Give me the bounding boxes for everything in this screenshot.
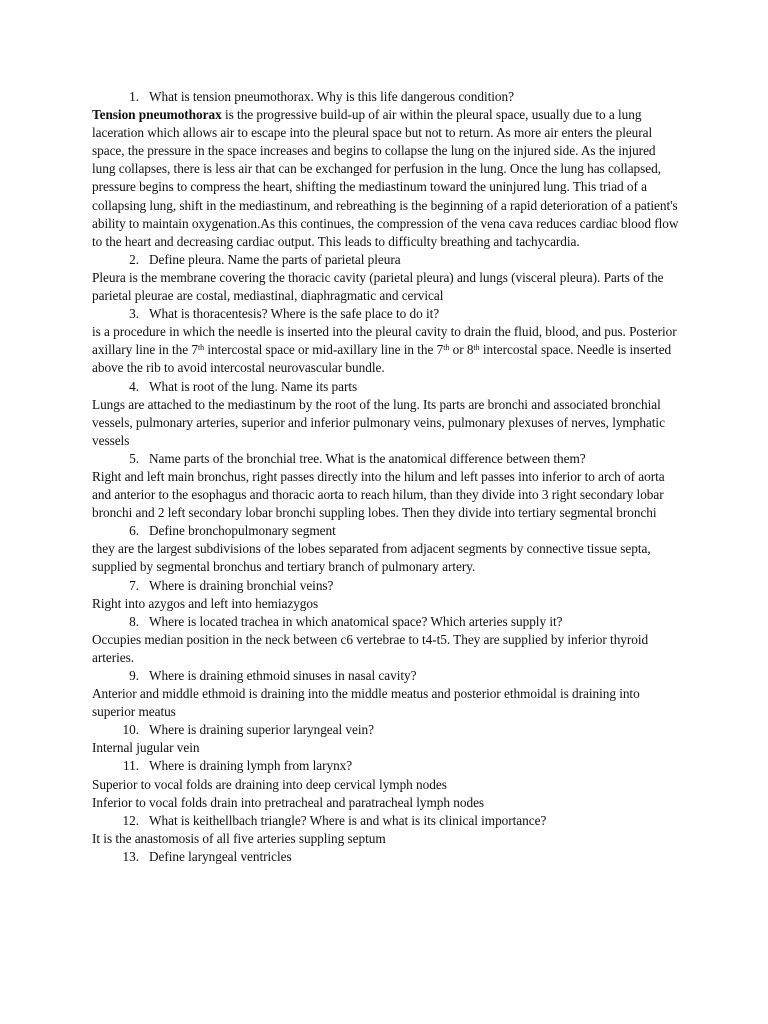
question-12 [92,812,680,830]
answer-11: Superior to vocal folds are draining into deep cervical lymph nodes [92,776,447,792]
answer-2: Pleura is the membrane covering the thoracic cavity (parietal pleura) and lungs (visceral pleura). Parts of the parietal pleurae are costal, mediastinal, diaphragmatic and cervical [92,269,664,304]
question-text: What is root of the lung. Name its parts [149,378,358,394]
answer-6: they are the largest subdivisions of the lobes separated from adjacent segments by connective tissue septa, supplied by segmental bronchus and tertiary branch of pulmonary artery. [92,541,651,575]
question-text: Define pleura. Name the parts of parietal pleura [149,251,401,267]
question-11 [92,757,680,775]
question-text: What is tension pneumothorax. Why is this life dangerous condition? [149,89,514,104]
answer-3 [92,323,680,377]
answer-text: intercostal space or mid-axillary line in the 7 [204,342,444,358]
question-text: What is keithellbach triangle? Where is and what is its clinical importance? [149,812,547,828]
answer-text: is the progressive build-up of air within the pleural space, usually due to a lung laceration which allows air to escape into the pleural space but not to return. As more air enters the pleural space, the pressure in the space increases and begins to collapse the lung on the injured side. As the injured lung collapses, there is less air that can be exchanged for perfusion in the lung. Once the lung has collapsed, pressure begins to compress the heart, shifting the mediastinum toward the uninjured lung. This triad of a collapsing lung, shift in the mediastinum, and rebreathing is the beginning of a rapid deterioration of a patient's ability to maintain oxygenation.As this continues, the compression of the vena cava reduces cardiac blood flow to the heart and decreasing cardiac output. This leads to difficulty breathing and tachycardia. [92,107,679,249]
question-text: Where is located trachea in which anatomical space? Which arteries supply it? [149,613,563,629]
question-text: What is thoracentesis? Where is the safe place to do it? [149,306,440,322]
question-4 [92,378,680,396]
question-5 [92,450,680,468]
answer-7: Right into azygos and left into hemiazygos [92,595,319,611]
answer-11-second: Inferior to vocal folds drain into pretracheal and paratracheal lymph nodes [92,794,485,810]
question-number: 11. [123,758,139,774]
question-number: 2. [129,251,139,267]
question-3 [92,305,680,323]
answer-text: intercostal space. Needle is inserted above the rib to avoid intercostal neurovascular bundle. [92,342,672,376]
question-number: 13. [122,848,139,864]
question-number: 8. [129,613,139,629]
question-10 [92,721,680,739]
question-number: 7. [129,577,139,593]
question-text: Where is draining superior laryngeal vein? [149,722,374,738]
question-number: 4. [129,378,139,394]
question-number: 3. [129,306,139,322]
question-8 [92,613,680,631]
question-text: Name parts of the bronchial tree. What is the anatomical difference between them? [149,450,586,466]
answer-text: is a procedure in which the needle is inserted into the pleural cavity to drain the fluid, blood, and pus. Posterior axillary line in the 7 [92,324,677,358]
question-text: Where is draining bronchial veins? [149,577,334,593]
question-1 [92,88,680,106]
superscript: th [443,343,450,353]
question-text: Where is draining ethmoid sinuses in nasal cavity? [149,668,417,683]
question-text: Define bronchopulmonary segment [149,523,336,539]
answer-12: It is the anastomosis of all five arteries suppling septum [92,830,386,846]
superscript: th [473,343,480,353]
question-2 [92,251,680,269]
question-number: 12. [122,812,139,828]
question-text: Where is draining lymph from larynx? [149,758,353,774]
answer-10: Internal jugular vein [92,740,200,756]
question-9 [92,667,680,685]
answer-text: or 8 [449,342,474,358]
answer-5: Right and left main bronchus, right passes directly into the hilum and left passes into inferior to arch of aorta and anterior to the esophagus and thoracic aorta to reach hilum, than they divide into 3 right secondary lobar bronchi and 2 left secondary lobar bronchi suppling lobes. Then they divide into tertiary segmental bronchi [92,468,665,521]
question-7 [92,577,680,595]
superscript: th [197,343,205,353]
question-13 [92,848,680,866]
question-number: 5. [129,450,139,466]
document-body [92,88,680,866]
question-number: 6. [129,523,139,539]
answer-4: Lungs are attached to the mediastinum by the root of the lung. Its parts are bronchi and associated bronchial vessels, pulmonary arteries, superior and inferior pulmonary veins, pulmonary plexuses of nerves, lymphatic vessels [92,396,665,448]
answer-term: Tension pneumothorax [92,107,222,123]
question-number: 9. [129,668,139,683]
question-number: 1. [129,89,139,104]
answer-9: Anterior and middle ethmoid is draining into the middle meatus and posterior ethmoidal is draining into superior meatus [92,686,640,720]
question-6 [92,522,680,540]
answer-8: Occupies median position in the neck between c6 vertebrae to t4-t5. They are supplied by inferior thyroid arteries. [92,631,649,665]
answer-1 [92,106,680,251]
question-text: Define laryngeal ventricles [149,848,292,864]
question-number: 10. [122,722,139,738]
